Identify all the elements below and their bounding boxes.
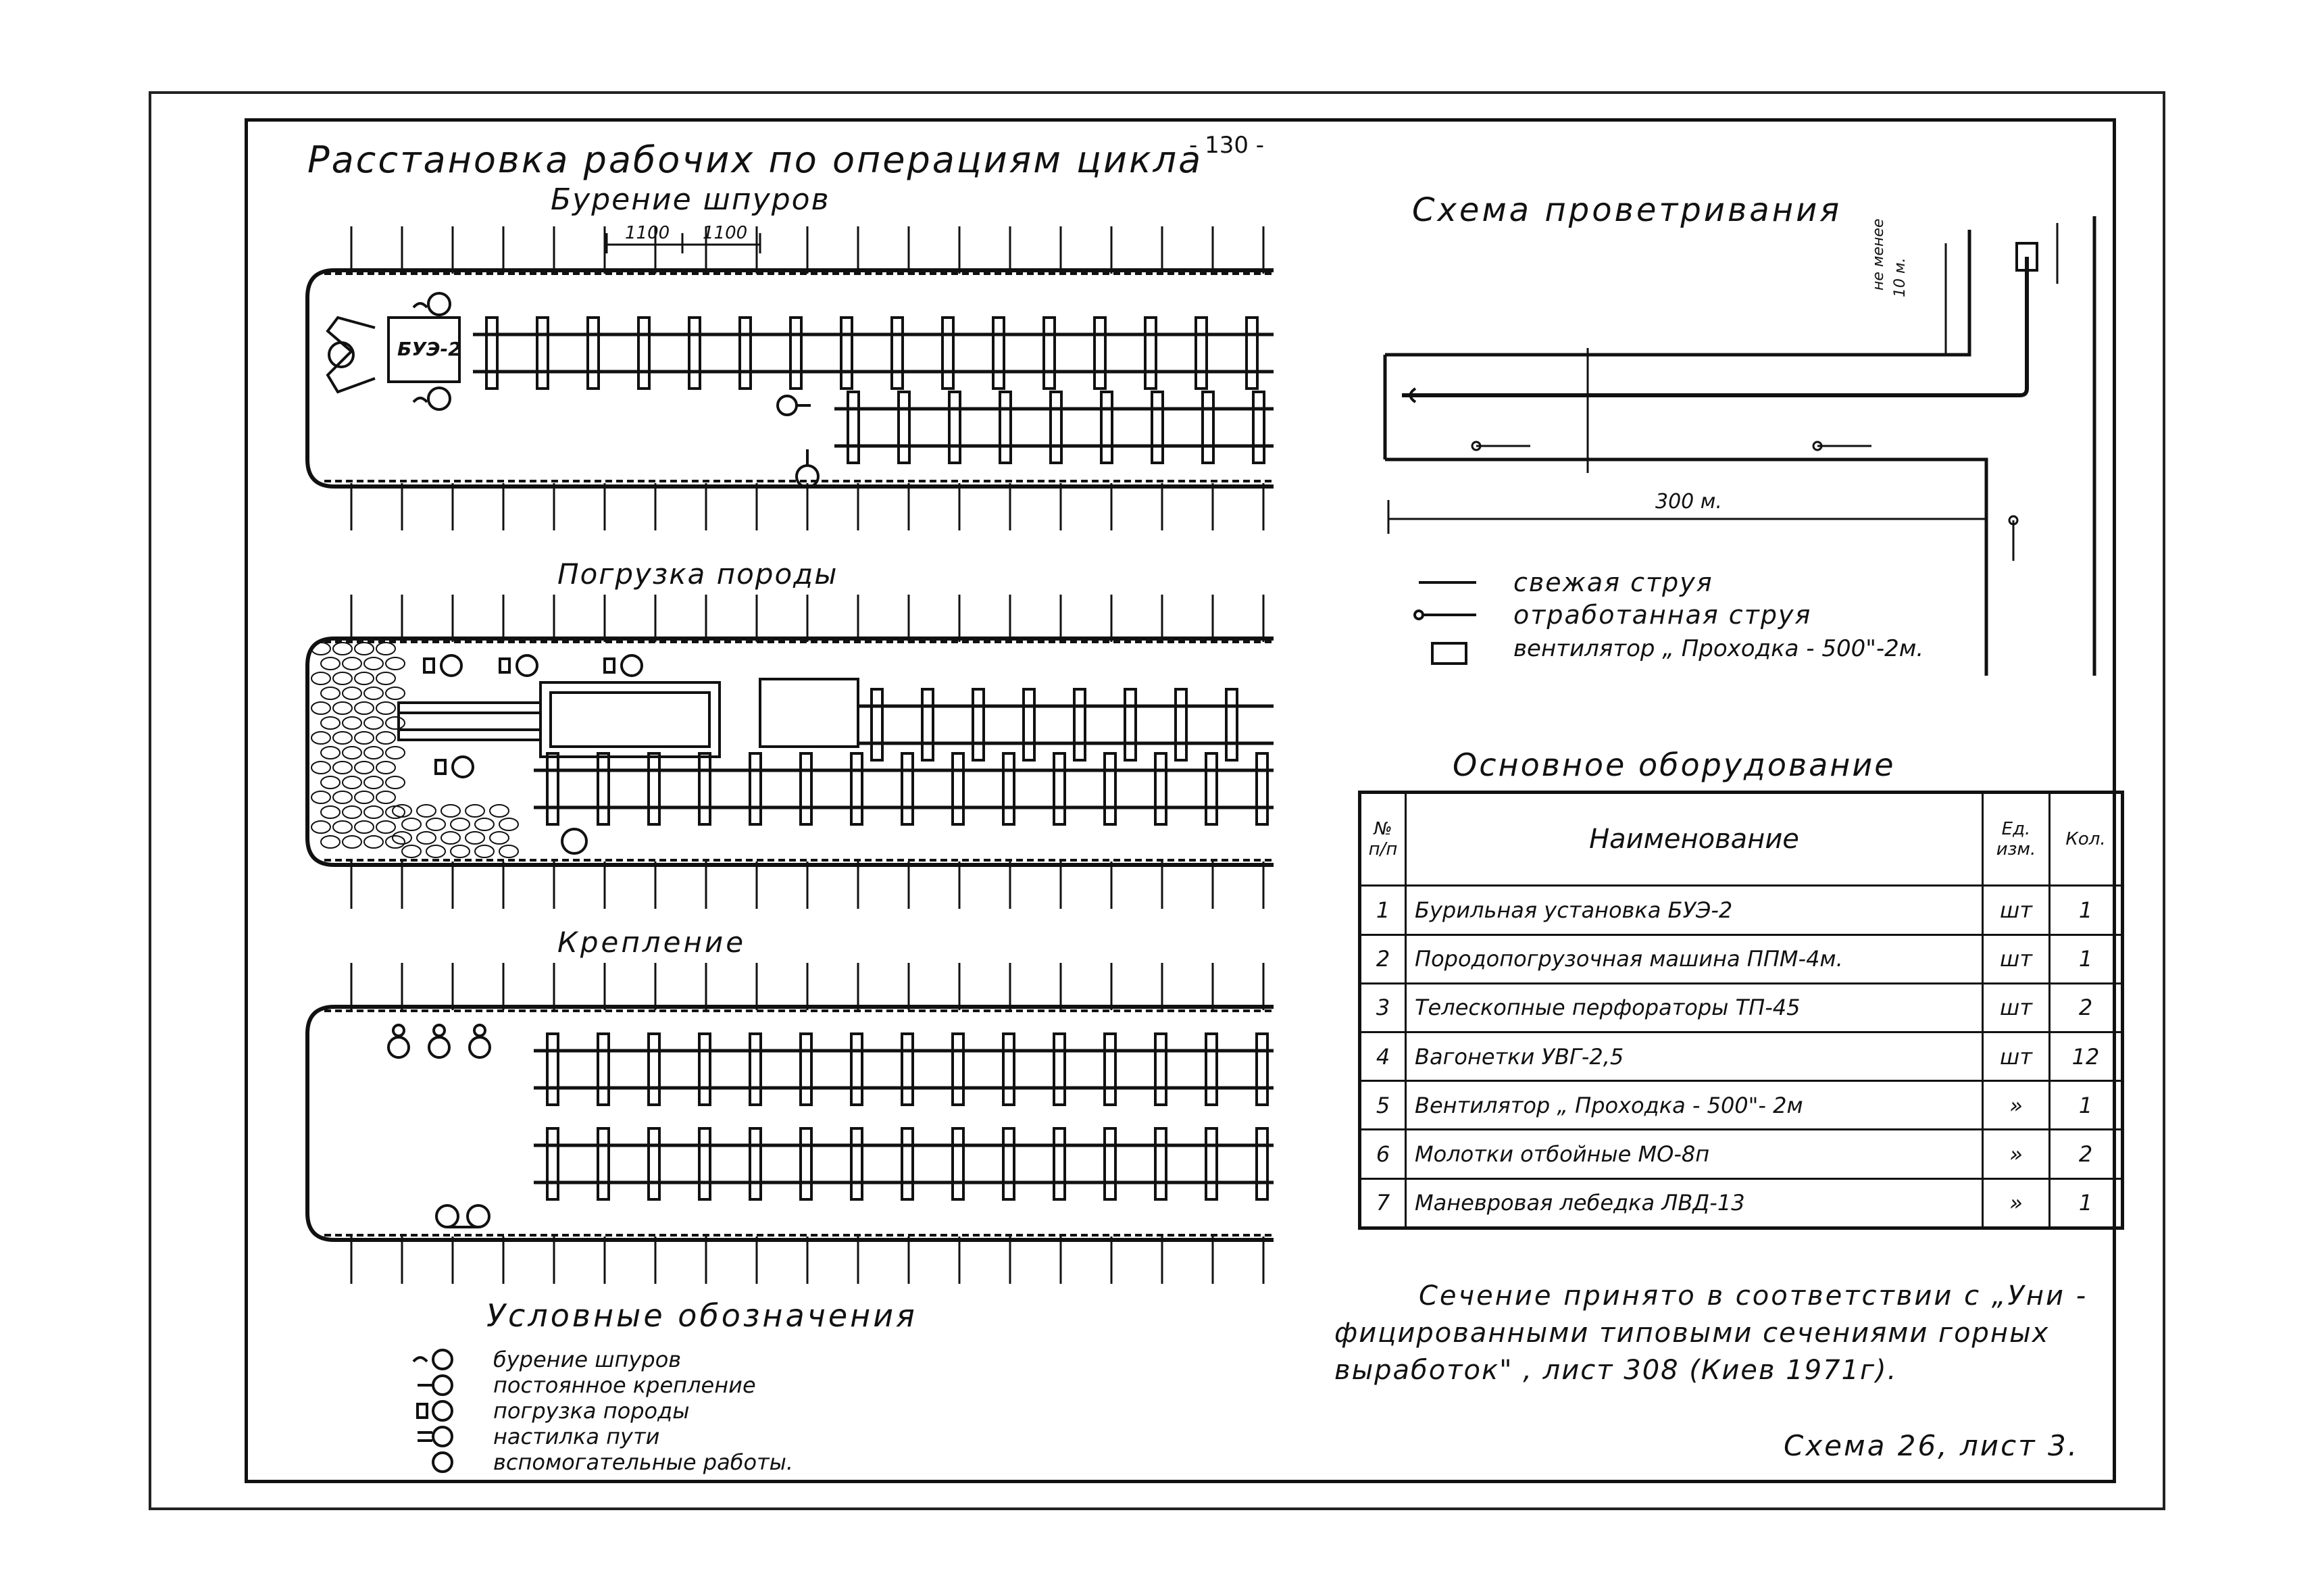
sleeper — [790, 318, 801, 389]
dimension-label-2: 1100 — [703, 223, 748, 243]
sleeper — [872, 689, 882, 760]
sleeper — [750, 1128, 761, 1199]
rock-fragment — [343, 687, 361, 699]
sleeper — [1101, 392, 1112, 463]
legend-item-loading: погрузка породы — [493, 1398, 690, 1424]
drilling-track-main — [473, 318, 1274, 389]
sleeper — [1074, 689, 1085, 760]
sleeper — [1054, 753, 1065, 824]
sleeper — [547, 1034, 558, 1105]
drilling-rig-icon — [328, 318, 459, 392]
sleeper — [851, 753, 862, 824]
row-num: 4 — [1360, 1032, 1406, 1080]
sleeper — [1003, 1034, 1014, 1105]
rock-fragment — [490, 832, 509, 844]
rock-fragment — [386, 687, 405, 699]
sleeper — [851, 1128, 862, 1199]
rock-fragment — [355, 672, 374, 684]
rock-fragment — [364, 836, 383, 848]
sleeper — [902, 753, 913, 824]
note-line-1: Сечение принято в соответствии с „Уни - — [1419, 1280, 2088, 1312]
loading-tunnel-outline — [307, 639, 1274, 865]
row-unit: » — [1983, 1178, 2050, 1228]
rock-fragment — [333, 762, 352, 774]
sleeper — [547, 753, 558, 824]
sleeper — [598, 1034, 609, 1105]
sleeper — [801, 753, 811, 824]
drilling-panel-title: Бурение шпуров — [551, 182, 830, 217]
table-row — [1360, 1178, 2123, 1228]
sleeper — [942, 318, 953, 389]
row-qty: 2 — [2050, 1130, 2123, 1178]
sleeper — [1054, 1034, 1065, 1105]
rock-pile — [311, 643, 518, 857]
rock-fragment — [355, 643, 374, 655]
loading-panel-title: Погрузка породы — [557, 557, 838, 591]
sleeper — [537, 318, 548, 389]
sleeper — [1152, 392, 1163, 463]
rock-fragment — [402, 818, 421, 830]
sleeper — [1044, 318, 1055, 389]
table-row — [1360, 934, 2123, 983]
rock-fragment — [386, 717, 405, 729]
row-unit: шт — [1983, 934, 2050, 983]
rock-fragment — [333, 643, 352, 655]
rock-fragment — [343, 776, 361, 789]
sleeper — [841, 318, 852, 389]
rock-fragment — [499, 818, 518, 830]
rock-fragment — [343, 806, 361, 818]
sleeper — [1257, 1034, 1267, 1105]
ventilation-legend-fan: вентилятор „ Проходка - 500"-2м. — [1513, 635, 1924, 662]
rock-fragment — [355, 732, 374, 744]
sheet-label: Схема 26, лист 3. — [1784, 1429, 2080, 1462]
row-name: Вагонетки УВГ-2,5 — [1406, 1032, 1983, 1080]
ventilation-distance: 300 м. — [1655, 490, 1722, 514]
row-qty: 1 — [2050, 1081, 2123, 1130]
sleeper — [1206, 1034, 1217, 1105]
row-num: 3 — [1360, 983, 1406, 1032]
rock-fragment — [364, 776, 383, 789]
row-qty: 2 — [2050, 983, 2123, 1032]
sleeper — [1196, 318, 1207, 389]
ventilation-legend-icons — [1415, 582, 1476, 664]
legend-item-auxiliary: вспомогательные работы. — [493, 1449, 794, 1475]
row-name: Вентилятор „ Проходка - 500"- 2м — [1406, 1081, 1983, 1130]
drilling-track-side — [834, 392, 1274, 463]
rock-fragment — [311, 702, 330, 714]
rock-fragment — [355, 762, 374, 774]
support-panel-title: Крепление — [557, 926, 747, 959]
rock-fragment — [355, 821, 374, 833]
rock-fragment — [376, 643, 395, 655]
rock-fragment — [426, 845, 445, 857]
sleeper — [953, 753, 963, 824]
sleeper — [902, 1128, 913, 1199]
row-name: Телескопные перфораторы ТП-45 — [1406, 983, 1983, 1032]
rock-fragment — [376, 672, 395, 684]
page-number: - 130 - — [1189, 132, 1265, 159]
sleeper — [1105, 753, 1115, 824]
row-qty: 1 — [2050, 886, 2123, 934]
note-line-2: фицированными типовыми сечениями горных — [1334, 1318, 2050, 1349]
legend-item-track: настилка пути — [493, 1424, 660, 1449]
loading-track-side — [534, 753, 1274, 824]
table-row — [1360, 983, 2123, 1032]
row-qty: 1 — [2050, 934, 2123, 983]
rock-fragment — [376, 791, 395, 803]
column-header-name: Наименование — [1406, 793, 1983, 886]
rock-fragment — [333, 791, 352, 803]
sleeper — [1145, 318, 1156, 389]
sleeper — [973, 689, 984, 760]
support-tunnel-outline — [307, 1007, 1274, 1240]
row-qty: 12 — [2050, 1032, 2123, 1080]
rock-fragment — [376, 732, 395, 744]
sleeper — [1176, 689, 1186, 760]
row-qty: 1 — [2050, 1178, 2123, 1228]
rock-fragment — [386, 657, 405, 670]
row-num: 1 — [1360, 886, 1406, 934]
rock-fragment — [364, 717, 383, 729]
sleeper — [1155, 1128, 1166, 1199]
rock-fragment — [321, 657, 340, 670]
loading-machine-icon — [399, 679, 858, 757]
rock-fragment — [333, 821, 352, 833]
dimension-line — [607, 233, 760, 253]
rock-fragment — [311, 672, 330, 684]
equipment-table — [1358, 791, 2124, 1230]
sleeper — [949, 392, 960, 463]
rock-fragment — [321, 776, 340, 789]
row-unit: » — [1983, 1130, 2050, 1178]
sleeper — [899, 392, 909, 463]
rock-fragment — [386, 776, 405, 789]
sleeper — [1125, 689, 1136, 760]
rock-fragment — [417, 832, 436, 844]
sleeper — [1054, 1128, 1065, 1199]
dimension-label-1: 1100 — [625, 223, 670, 243]
rock-fragment — [364, 657, 383, 670]
row-unit: шт — [1983, 983, 2050, 1032]
sleeper — [1095, 318, 1105, 389]
sleeper — [892, 318, 903, 389]
rock-fragment — [311, 821, 330, 833]
rock-fragment — [376, 702, 395, 714]
row-name: Молотки отбойные МО-8п — [1406, 1130, 1983, 1178]
rock-fragment — [333, 732, 352, 744]
sleeper — [801, 1034, 811, 1105]
rock-fragment — [466, 832, 484, 844]
rock-fragment — [417, 805, 436, 817]
rock-fragment — [343, 747, 361, 759]
sleeper — [902, 1034, 913, 1105]
sleeper — [750, 753, 761, 824]
sleeper — [699, 1128, 710, 1199]
sleeper — [547, 1128, 558, 1199]
rock-fragment — [475, 845, 494, 857]
row-name: Породопогрузочная машина ППМ-4м. — [1406, 934, 1983, 983]
rock-fragment — [466, 805, 484, 817]
row-num: 7 — [1360, 1178, 1406, 1228]
sleeper — [1206, 753, 1217, 824]
sleeper — [1247, 318, 1257, 389]
rock-fragment — [321, 687, 340, 699]
rock-fragment — [402, 845, 421, 857]
table-row — [1360, 886, 2123, 934]
sleeper — [953, 1128, 963, 1199]
table-header-row — [1360, 793, 2123, 886]
row-unit: » — [1983, 1081, 2050, 1130]
table-row — [1360, 1130, 2123, 1178]
sleeper — [1257, 753, 1267, 824]
row-unit: шт — [1983, 1032, 2050, 1080]
sleeper — [1024, 689, 1034, 760]
rock-fragment — [321, 836, 340, 848]
support-track-main — [534, 1034, 1274, 1105]
rock-fragment — [376, 762, 395, 774]
sleeper — [689, 318, 700, 389]
legend-item-drilling: бурение шпуров — [493, 1347, 682, 1372]
sleeper — [649, 753, 659, 824]
sleeper — [993, 318, 1004, 389]
rock-fragment — [321, 747, 340, 759]
rock-fragment — [343, 657, 361, 670]
legend-item-support: постоянное крепление — [493, 1372, 756, 1398]
column-header-unit: Ед. изм. — [1983, 793, 2050, 886]
sleeper — [699, 753, 710, 824]
ventilation-legend-fresh: свежая струя — [1513, 568, 1713, 597]
sleeper — [740, 318, 751, 389]
sleeper — [801, 1128, 811, 1199]
sleeper — [486, 318, 497, 389]
sleeper — [598, 753, 609, 824]
rock-fragment — [451, 845, 470, 857]
ventilation-title: Схема проветривания — [1412, 191, 1842, 229]
rock-fragment — [355, 791, 374, 803]
drawing-title: Расстановка рабочих по операциям цикла — [307, 139, 1203, 181]
sleeper — [1105, 1034, 1115, 1105]
row-num: 2 — [1360, 934, 1406, 983]
row-num: 5 — [1360, 1081, 1406, 1130]
rock-fragment — [343, 717, 361, 729]
support-worker-icons — [388, 1025, 490, 1227]
row-unit: шт — [1983, 886, 2050, 934]
sleeper — [1051, 392, 1061, 463]
column-header-num: № п/п — [1360, 793, 1406, 886]
rock-fragment — [311, 732, 330, 744]
loading-track-main — [858, 689, 1274, 760]
rock-fragment — [376, 821, 395, 833]
sleeper — [848, 392, 859, 463]
row-num: 6 — [1360, 1130, 1406, 1178]
sleeper — [699, 1034, 710, 1105]
row-name: Маневровая лебедка ЛВД-13 — [1406, 1178, 1983, 1228]
column-header-qty: Кол. — [2050, 793, 2123, 886]
rock-fragment — [364, 747, 383, 759]
sleeper — [588, 318, 599, 389]
row-name: Бурильная установка БУЭ-2 — [1406, 886, 1983, 934]
sleeper — [750, 1034, 761, 1105]
rock-fragment — [364, 806, 383, 818]
rock-fragment — [343, 836, 361, 848]
rock-fragment — [311, 643, 330, 655]
ventilation-min-label: не менее — [1870, 218, 1887, 291]
table-row — [1360, 1032, 2123, 1080]
rock-fragment — [441, 805, 460, 817]
rock-fragment — [499, 845, 518, 857]
rock-fragment — [364, 687, 383, 699]
sleeper — [1155, 753, 1166, 824]
ventilation-min-value: 10 м. — [1892, 257, 1909, 297]
sleeper — [1253, 392, 1264, 463]
sleeper — [1000, 392, 1011, 463]
note-line-3: выработок" , лист 308 (Киев 1971г). — [1334, 1355, 1898, 1386]
sleeper — [638, 318, 649, 389]
ventilation-legend-exhaust: отработанная струя — [1513, 600, 1812, 630]
sleeper — [598, 1128, 609, 1199]
sleeper — [1003, 1128, 1014, 1199]
equipment-title: Основное оборудование — [1453, 747, 1896, 783]
rock-fragment — [333, 672, 352, 684]
sleeper — [1003, 753, 1014, 824]
sleeper — [953, 1034, 963, 1105]
rock-fragment — [451, 818, 470, 830]
sleeper — [1206, 1128, 1217, 1199]
rock-fragment — [355, 702, 374, 714]
sleeper — [1155, 1034, 1166, 1105]
rock-fragment — [441, 832, 460, 844]
table-row — [1360, 1081, 2123, 1130]
support-track-side — [534, 1128, 1274, 1199]
sleeper — [1105, 1128, 1115, 1199]
rock-fragment — [426, 818, 445, 830]
rock-fragment — [321, 806, 340, 818]
rock-fragment — [386, 747, 405, 759]
rock-fragment — [311, 791, 330, 803]
drilling-machine-label: БУЭ-2 — [397, 338, 461, 360]
rock-fragment — [311, 762, 330, 774]
drilling-worker-icons — [413, 293, 818, 487]
rock-fragment — [490, 805, 509, 817]
sleeper — [649, 1128, 659, 1199]
sleeper — [851, 1034, 862, 1105]
rock-fragment — [475, 818, 494, 830]
rock-fragment — [333, 702, 352, 714]
sleeper — [1257, 1128, 1267, 1199]
legend-title: Условные обозначения — [486, 1297, 917, 1334]
rock-fragment — [393, 805, 411, 817]
sleeper — [922, 689, 933, 760]
rock-fragment — [321, 717, 340, 729]
sleeper — [1226, 689, 1237, 760]
legend-icons — [413, 1350, 452, 1472]
sleeper — [1203, 392, 1213, 463]
sleeper — [649, 1034, 659, 1105]
